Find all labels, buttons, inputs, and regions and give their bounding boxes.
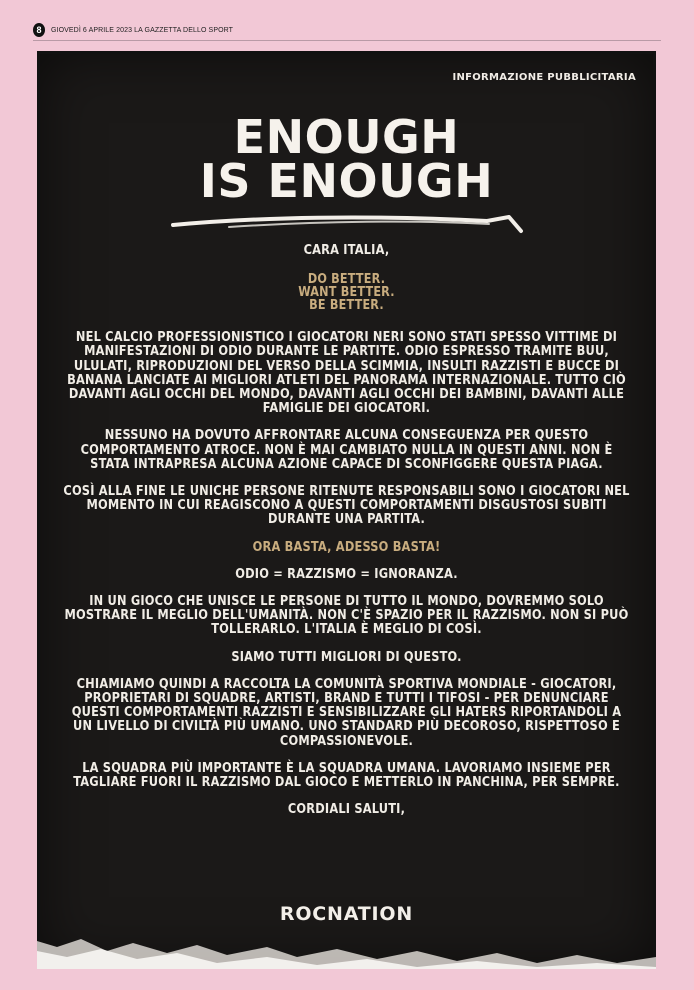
- paragraph-1: NEL CALCIO PROFESSIONISTICO I GIOCATORI NERI SONO STATI SPESSO VITTIME DI MANIFESTAZIONI DI ODIO DURANTE LE PARTITE. ODIO ESPRESSO TRAMITE BUU, ULULATI, RIPRODUZIONI DEL VERSO DELLA SCIMMIA, INSULTI RAZZISTI E BUCCE DI BANANA LANCIATE AI MIGLIORI ATLETI DEL PANORAMA INTERNAZIONALE. TUTTO CIÒ DAVANTI AGLI OCCHI DEL MONDO, DAVANTI AGLI OCCHI DEI BAMBINI, DAVANTI ALLE FAMIGLIE DEI GIOCATORI.: [67, 330, 626, 417]
- ora-basta-line: ORA BASTA, ADESSO BASTA!: [252, 539, 441, 555]
- paragraph-5: SIAMO TUTTI MIGLIORI DI QUESTO.: [231, 649, 462, 665]
- headline: [37, 110, 656, 208]
- page-number: 8: [33, 23, 45, 37]
- paragraph-2: NESSUNO HA DOVUTO AFFRONTARE ALCUNA CONSEGUENZA PER QUESTO COMPORTAMENTO ATROCE. NON È MAI CAMBIATO NULLA IN QUESTI ANNI. NON È STATA INTRAPRESA ALCUNA AZIONE CAPACE DI SCONFIGGERE QUESTA PIAGA.: [80, 428, 613, 472]
- advertisement-poster: [37, 51, 656, 969]
- rocnation-logo: ROCNATION: [279, 903, 414, 925]
- slogan-line-3: BE BETTER.: [309, 298, 384, 314]
- newspaper-masthead: [33, 20, 661, 41]
- greeting: CARA ITALIA,: [303, 243, 390, 258]
- headline-line-1: ENOUGH: [233, 110, 460, 164]
- advertising-label: INFORMAZIONE PUBBLICITARIA: [452, 72, 636, 83]
- masthead-dateline: GIOVEDÌ 6 APRILE 2023 LA GAZZETTA DELLO SPORT: [51, 26, 234, 34]
- paragraph-4: IN UN GIOCO CHE UNISCE LE PERSONE DI TUTTO IL MONDO, DOVREMMO SOLO MOSTRARE IL MEGLIO DELL'UMANITÀ. NON C'È SPAZIO PER IL RAZZISMO. NON SI PUÒ TOLLERARLO. L'ITALIA È MEGLIO DI COSÌ.: [64, 594, 629, 638]
- closing: CORDIALI SALUTI,: [287, 802, 406, 818]
- paragraph-7: LA SQUADRA PIÙ IMPORTANTE È LA SQUADRA UMANA. LAVORIAMO INSIEME PER TAGLIARE FUORI IL RAZZISMO DAL GIOCO E METTERLO IN PANCHINA, PER SEMPRE.: [73, 760, 620, 791]
- slogan-line-1: DO BETTER.: [307, 272, 386, 288]
- letter-body: [63, 244, 630, 830]
- paragraph-6: CHIAMIAMO QUINDI A RACCOLTA LA COMUNITÀ SPORTIVA MONDIALE - GIOCATORI, PROPRIETARI DI SQUADRE, ARTISTI, BRAND E TUTTI I TIFOSI - PER DENUNCIARE QUESTI COMPORTAMENTI RAZZISTI E SENSIBILIZZARE GLI HATERS RIPORTANDOLI A UN LIVELLO DI CIVILTÀ PIÙ UMANO. UNO STANDARD PIÙ DECOROSO, RISPETTOSO E COMPASSIONEVOLE.: [71, 676, 622, 749]
- brush-underline-icon: [169, 211, 525, 237]
- slogan-line-2: WANT BETTER.: [298, 285, 395, 301]
- slogan: [63, 273, 630, 312]
- torn-paper-edge-icon: [37, 933, 656, 969]
- headline-line-2: IS ENOUGH: [199, 154, 494, 208]
- paragraph-3: COSÌ ALLA FINE LE UNICHE PERSONE RITENUTE RESPONSABILI SONO I GIOCATORI NEL MOMENTO IN CUI REAGISCONO A QUESTI COMPORTAMENTI DISGUSTOSI SUBITI DURANTE UNA PARTITA.: [63, 484, 630, 528]
- equation-line: ODIO = RAZZISMO = IGNORANZA.: [235, 566, 458, 582]
